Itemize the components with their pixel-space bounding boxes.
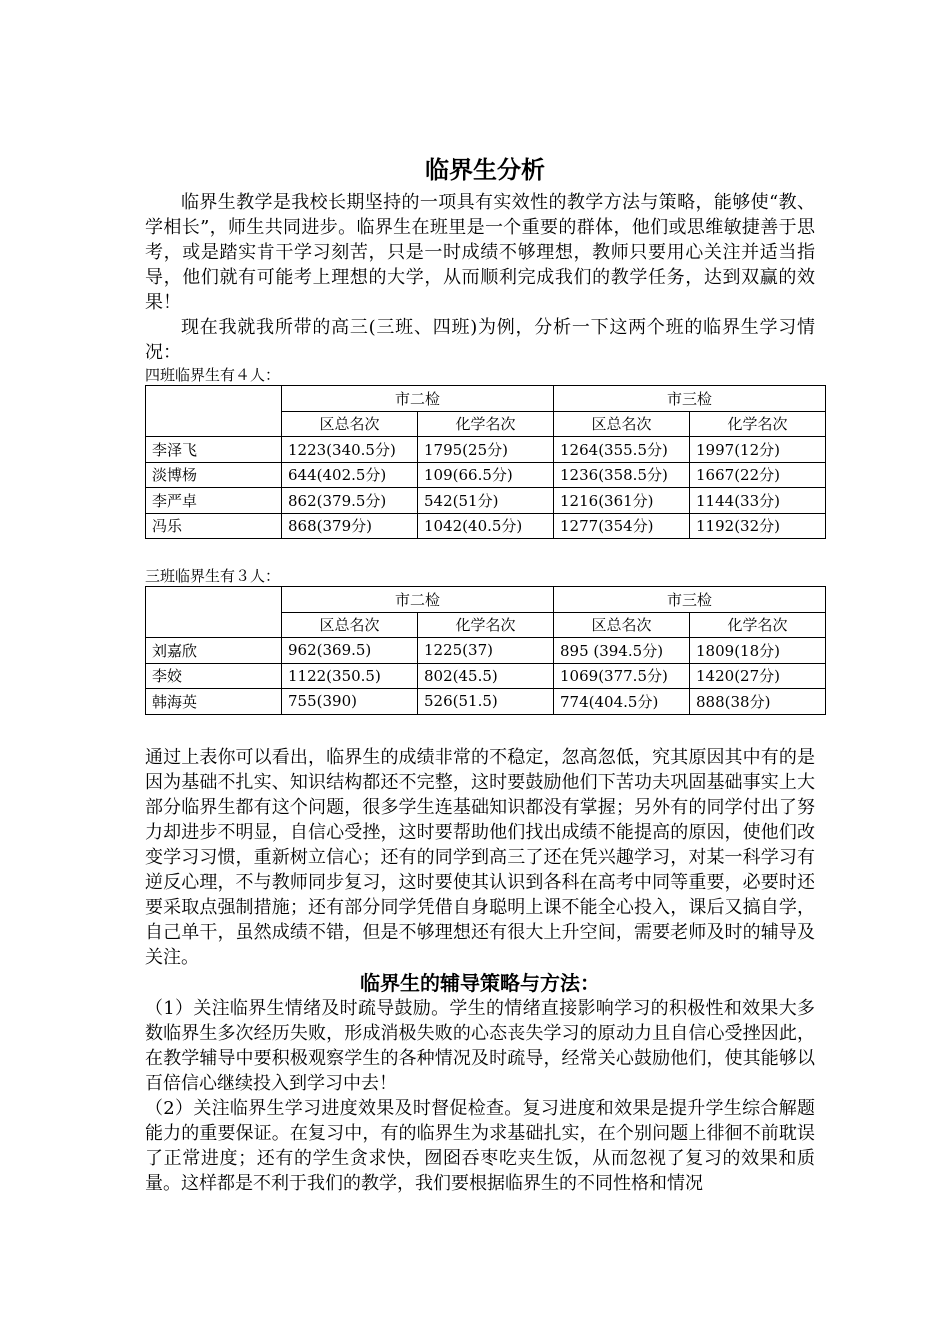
table-row (146, 638, 826, 664)
score-table-class4 (145, 385, 826, 539)
group-header: 市二检 (282, 386, 554, 412)
table-caption-class3: 三班临界生有３人： (145, 567, 281, 585)
score-table-class3 (145, 586, 826, 715)
table-cell: 862(379.5分) (282, 488, 418, 514)
table-cell: 1264(355.5分) (554, 437, 690, 463)
table-cell: 1795(25分) (418, 437, 554, 463)
table-corner-cell (146, 587, 282, 638)
table-cell: 1667(22分) (690, 462, 826, 488)
strategy-item-1: （1）关注临界生情绪及时疏导鼓励。学生的情绪直接影响学习的积极性和效果大多数临界生多次经历失败，形成消极失败的心态丧失学习的原动力且自信心受挫因此，在教学辅导中要积极观察学生的各种情况及时疏导，经常关心鼓励他们，使其能够以百倍信心继续投入到学习中去！ (145, 997, 815, 1094)
student-name: 李严卓 (146, 488, 282, 514)
intro-paragraph-1: 临界生教学是我校长期坚持的一项具有实效性的教学方法与策略，能够使“教、学相长”，师生共同进步。临界生在班里是一个重要的群体，他们或思维敏捷善于思考，或是踏实肯干学习刻苦，只是一时成绩不够理想，教师只要用心关注并适当指导，他们就有可能考上理想的大学，从而顺利完成我们的教学任务，达到双赢的效果！ (145, 192, 815, 313)
table-cell: 888(38分) (690, 689, 826, 715)
sub-header: 化学名次 (690, 411, 826, 437)
table-cell: 1042(40.5分) (418, 513, 554, 539)
student-name: 冯乐 (146, 513, 282, 539)
sub-header: 区总名次 (554, 612, 690, 638)
table-cell: 1236(358.5分) (554, 462, 690, 488)
table-cell: 1277(354分) (554, 513, 690, 539)
table-row (146, 437, 826, 463)
intro-paragraph-2: 现在我就我所带的高三(三班、四班)为例，分析一下这两个班的临界生学习情况： (145, 317, 815, 363)
group-header: 市二检 (282, 587, 554, 613)
sub-header: 化学名次 (418, 411, 554, 437)
table-cell: 1192(32分) (690, 513, 826, 539)
table-row (146, 488, 826, 514)
table-cell: 1069(377.5分) (554, 663, 690, 689)
group-header: 市三检 (554, 386, 826, 412)
student-name: 李姣 (146, 663, 282, 689)
student-name: 淡博杨 (146, 462, 282, 488)
table-cell: 1997(12分) (690, 437, 826, 463)
table-cell: 895 (394.5分) (554, 638, 690, 664)
table-caption-class4: 四班临界生有４人： (145, 366, 281, 384)
sub-header: 区总名次 (282, 411, 418, 437)
table-cell: 526(51.5) (418, 689, 554, 715)
table-cell: 1223(340.5分) (282, 437, 418, 463)
table-cell: 1216(361分) (554, 488, 690, 514)
table-cell: 1809(18分) (690, 638, 826, 664)
table-cell: 1420(27分) (690, 663, 826, 689)
document-page (145, 150, 815, 1196)
student-name: 刘嘉欣 (146, 638, 282, 664)
table-cell: 774(404.5分) (554, 689, 690, 715)
table-corner-cell (146, 386, 282, 437)
sub-header: 区总名次 (282, 612, 418, 638)
group-header: 市三检 (554, 587, 826, 613)
table-row (146, 689, 826, 715)
table-row (146, 513, 826, 539)
table-cell: 962(369.5) (282, 638, 418, 664)
table-cell: 542(51分) (418, 488, 554, 514)
student-name: 韩海英 (146, 689, 282, 715)
strategy-item-2: （2）关注临界生学习进度效果及时督促检查。复习进度和效果是提升学生综合解题能力的重要保证。在复习中，有的临界生为求基础扎实，在个别问题上徘徊不前耽误了正常进度；还有的学生贪求快，囫囵吞枣吃夹生饭，从而忽视了复习的效果和质量。这样都是不利于我们的教学，我们要根据临界生的不同性格和情况 (145, 1097, 815, 1194)
table-cell: 1225(37) (418, 638, 554, 664)
table-cell: 755(390) (282, 689, 418, 715)
section-heading: 临界生的辅导策略与方法： (360, 970, 600, 995)
table-cell: 802(45.5) (418, 663, 554, 689)
sub-header: 化学名次 (418, 612, 554, 638)
table-group-header-row (146, 386, 826, 412)
student-name: 李泽飞 (146, 437, 282, 463)
analysis-paragraph: 通过上表你可以看出，临界生的成绩非常的不稳定，忽高忽低，究其原因其中有的是因为基础不扎实、知识结构都还不完整，这时要鼓励他们下苦功夫巩固基础事实上大部分临界生都有这个问题，很多学生连基础知识都没有掌握；另外有的同学付出了努力却进步不明显，自信心受挫，这时要帮助他们找出成绩不能提高的原因，使他们改变学习习惯，重新树立信心；还有的同学到高三了还在凭兴趣学习，对某一科学习有逆反心理，不与教师同步复习，这时要使其认识到各科在高考中同等重要，必要时还要采取点强制措施；还有部分同学凭借自身聪明上课不能全心投入，课后又搞自学，自己单干，虽然成绩不错，但是不够理想还有很大上升空间，需要老师及时的辅导及关注。 (145, 746, 815, 968)
table-cell: 644(402.5分) (282, 462, 418, 488)
table-row (146, 462, 826, 488)
table-cell: 1144(33分) (690, 488, 826, 514)
table-row (146, 663, 826, 689)
sub-header: 化学名次 (690, 612, 826, 638)
page-title: 临界生分析 (425, 155, 545, 184)
sub-header: 区总名次 (554, 411, 690, 437)
table-cell: 868(379分) (282, 513, 418, 539)
table-cell: 1122(350.5) (282, 663, 418, 689)
table-group-header-row (146, 587, 826, 613)
table-cell: 109(66.5分) (418, 462, 554, 488)
